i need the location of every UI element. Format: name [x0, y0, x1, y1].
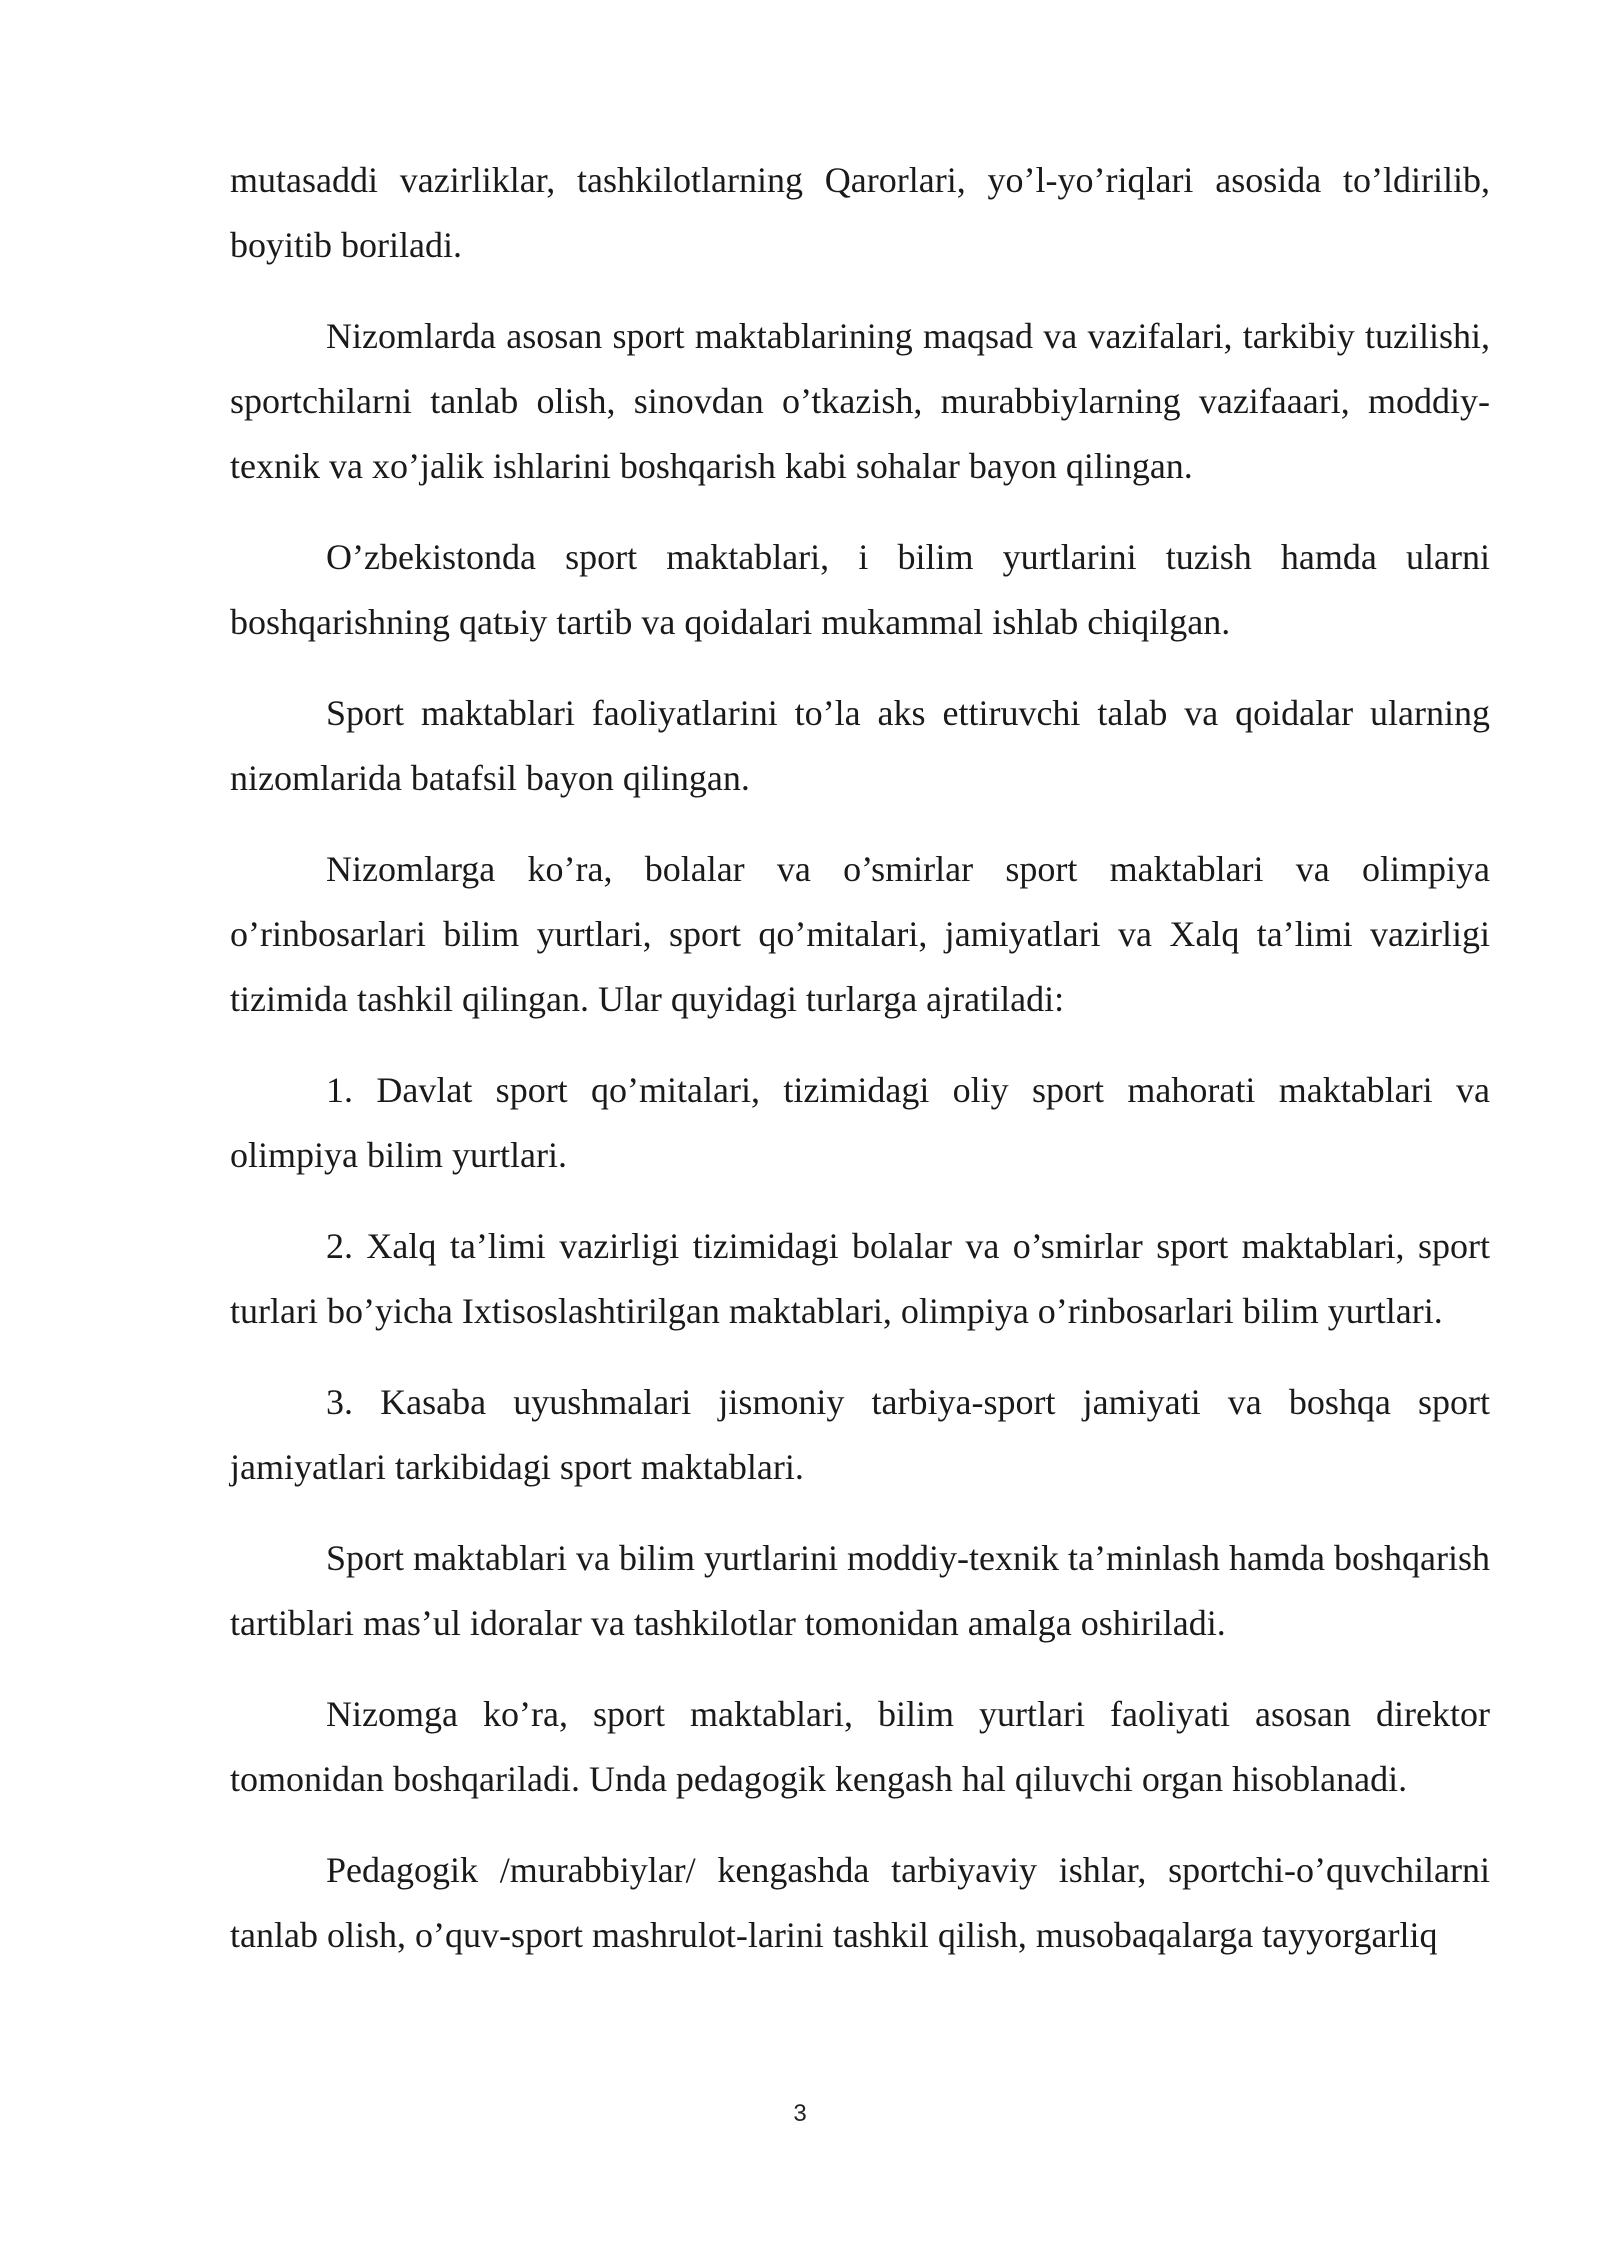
list-item-3: 3. Kasaba uyushmalari jismoniy tarbiya-sport jamiyati va boshqa sport jamiyatlari tarkibidagi sport maktablari.	[230, 1382, 1490, 1487]
paragraph-9: Sport maktablari va bilim yurtlarini moddiy-texnik ta’minlash hamda boshqarish tartiblari mas’ul idoralar va tashkilotlar tomonidan amalga oshiriladi.	[230, 1538, 1490, 1643]
paragraph-3: O’zbekistonda sport maktablari, i bilim yurtlarini tuzish hamda ularni boshqarishning qatьiy tartib va qoidalari mukammal ishlab chiqilgan.	[230, 537, 1490, 642]
paragraph-2: Nizomlarda asosan sport maktablarining maqsad va vazifalari, tarkibiy tuzilishi, sportchilarni tanlab olish, sinovdan o’tkazish, murabbiylarning vazifaaari, moddiy-texnik va xo’jalik ishlarini boshqarish kabi sohalar bayon qilingan.	[230, 316, 1490, 486]
paragraph-11: Pedagogik /murabbiylar/ kengashda tarbiyaviy ishlar, sportchi-o’quvchilarni tanlab olish, o’quv-sport mashrulot-larini tashkil qilish, musobaqalarga tayyorgarliq	[230, 1850, 1490, 1955]
list-item-1: 1. Davlat sport qo’mitalari, tizimidagi oliy sport mahorati maktablari va olimpiya bilim yurtlari.	[230, 1070, 1490, 1175]
paragraph-10: Nizomga ko’ra, sport maktablari, bilim yurtlari faoliyati asosan direktor tomonidan boshqariladi. Unda pedagogik kengash hal qiluvchi organ hisoblanadi.	[230, 1694, 1490, 1799]
page-number: 3	[793, 2100, 807, 2127]
paragraph-1: mutasaddi vazirliklar, tashkilotlarning Qarorlari, yo’l-yo’riqlari asosida to’ldirilib, boyitib boriladi.	[230, 160, 1490, 265]
paragraph-4: Sport maktablari faoliyatlarini to’la aks ettiruvchi talab va qoidalar ularning nizomlarida batafsil bayon qilingan.	[230, 693, 1490, 798]
paragraph-5: Nizomlarga ko’ra, bolalar va o’smirlar sport maktablari va olimpiya o’rinbosarlari bilim yurtlari, sport qo’mitalari, jamiyatlari va Xalq ta’limi vazirligi tizimida tashkil qilingan. Ular quyidagi turlarga ajratiladi:	[230, 849, 1490, 1019]
list-item-2: 2. Xalq ta’limi vazirligi tizimidagi bolalar va o’smirlar sport maktablari, sport turlari bo’yicha Ixtisoslashtirilgan maktablari, olimpiya o’rinbosarlari bilim yurtlari.	[230, 1226, 1490, 1331]
document-body	[230, 148, 1490, 1994]
